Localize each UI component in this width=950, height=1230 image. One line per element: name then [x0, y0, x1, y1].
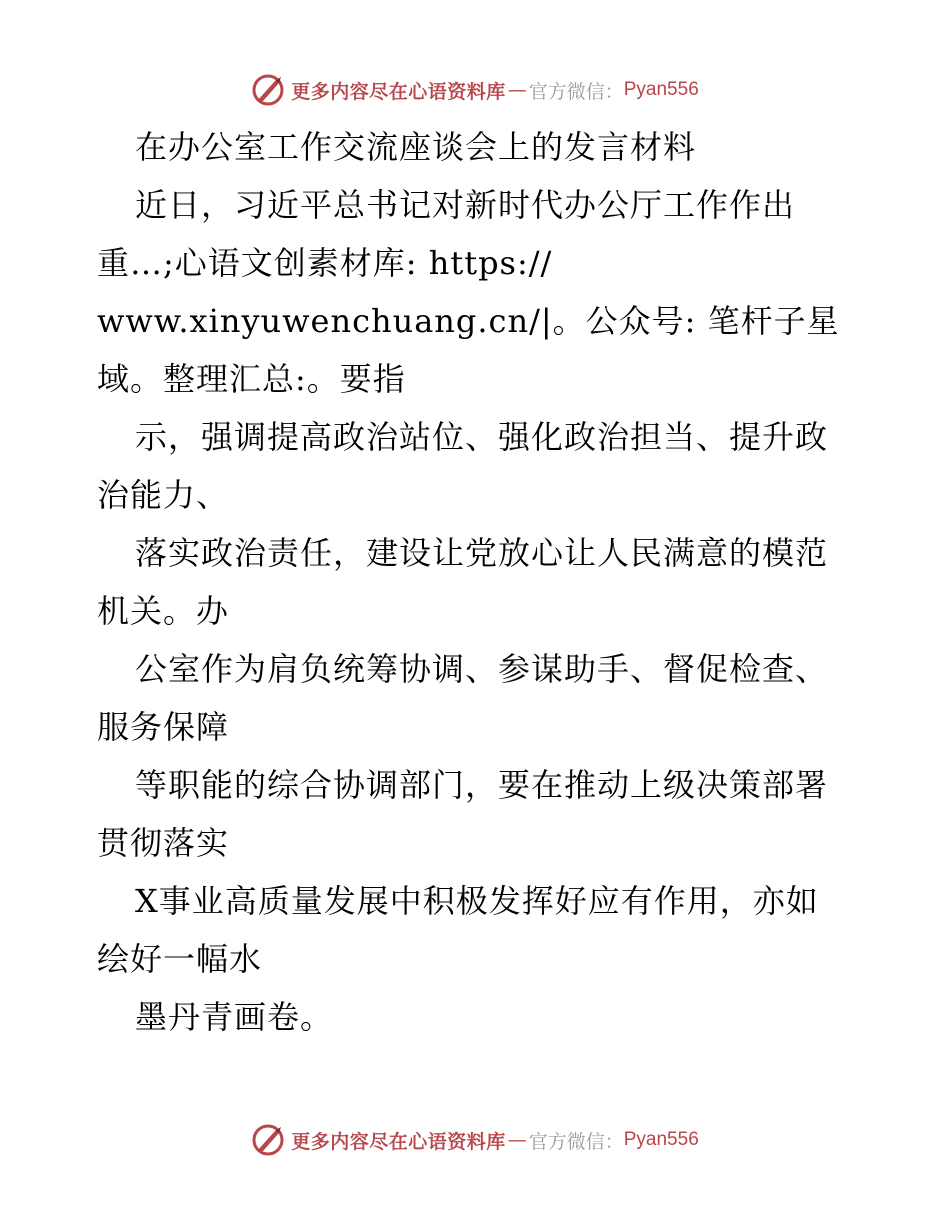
banner-wechat-label: 官方微信： [528, 80, 624, 103]
quill-circle-icon [251, 1123, 285, 1157]
header-banner [0, 70, 950, 110]
paragraph-line: 公室作为肩负统筹协调、参谋助手、督促检查、 [135, 650, 829, 688]
paragraph-line: X事业高质量发展中积极发挥好应有作用，亦如 [135, 882, 819, 920]
banner-wechat-id: Pyan556 [623, 79, 699, 100]
banner-site-text: 更多内容尽在心语资料库 [291, 80, 506, 103]
banner-site-text: 更多内容尽在心语资料库 [291, 1130, 506, 1153]
paragraph-line: 重…;心语文创素材库: https:// [97, 244, 553, 282]
paragraph-line: 墨丹青画卷。 [135, 998, 334, 1036]
paragraph-line: 服务保障 [97, 708, 230, 746]
quill-circle-icon [251, 73, 285, 107]
paragraph-line: 近日，习近平总书记对新时代办公厅工作作出 [135, 186, 796, 224]
paragraph-line: 域。整理汇总:。要指 [97, 360, 406, 398]
paragraph-line: 治能力、 [97, 476, 230, 514]
paragraph-line: 机关。办 [97, 592, 230, 630]
banner-wechat-label: 官方微信： [528, 1130, 624, 1153]
paragraph-line: 贯彻落实 [97, 824, 230, 862]
banner-dash: — [507, 79, 527, 101]
paragraph-line: 等职能的综合协调部门，要在推动上级决策部署 [135, 766, 829, 804]
banner-dash: — [507, 1129, 527, 1151]
paragraph-line: 绘好一幅水 [97, 940, 263, 978]
footer-banner [0, 1120, 950, 1160]
paragraph-line: 示，强调提高政治站位、强化政治担当、提升政 [135, 418, 829, 456]
banner-wechat-id: Pyan556 [623, 1129, 699, 1150]
paragraph-line: www.xinyuwenchuang.cn/|。公众号: 笔杆子星 [97, 302, 840, 340]
paragraph-line: 落实政治责任，建设让党放心让人民满意的模范 [135, 534, 829, 572]
document-title: 在办公室工作交流座谈会上的发言材料 [135, 128, 697, 166]
